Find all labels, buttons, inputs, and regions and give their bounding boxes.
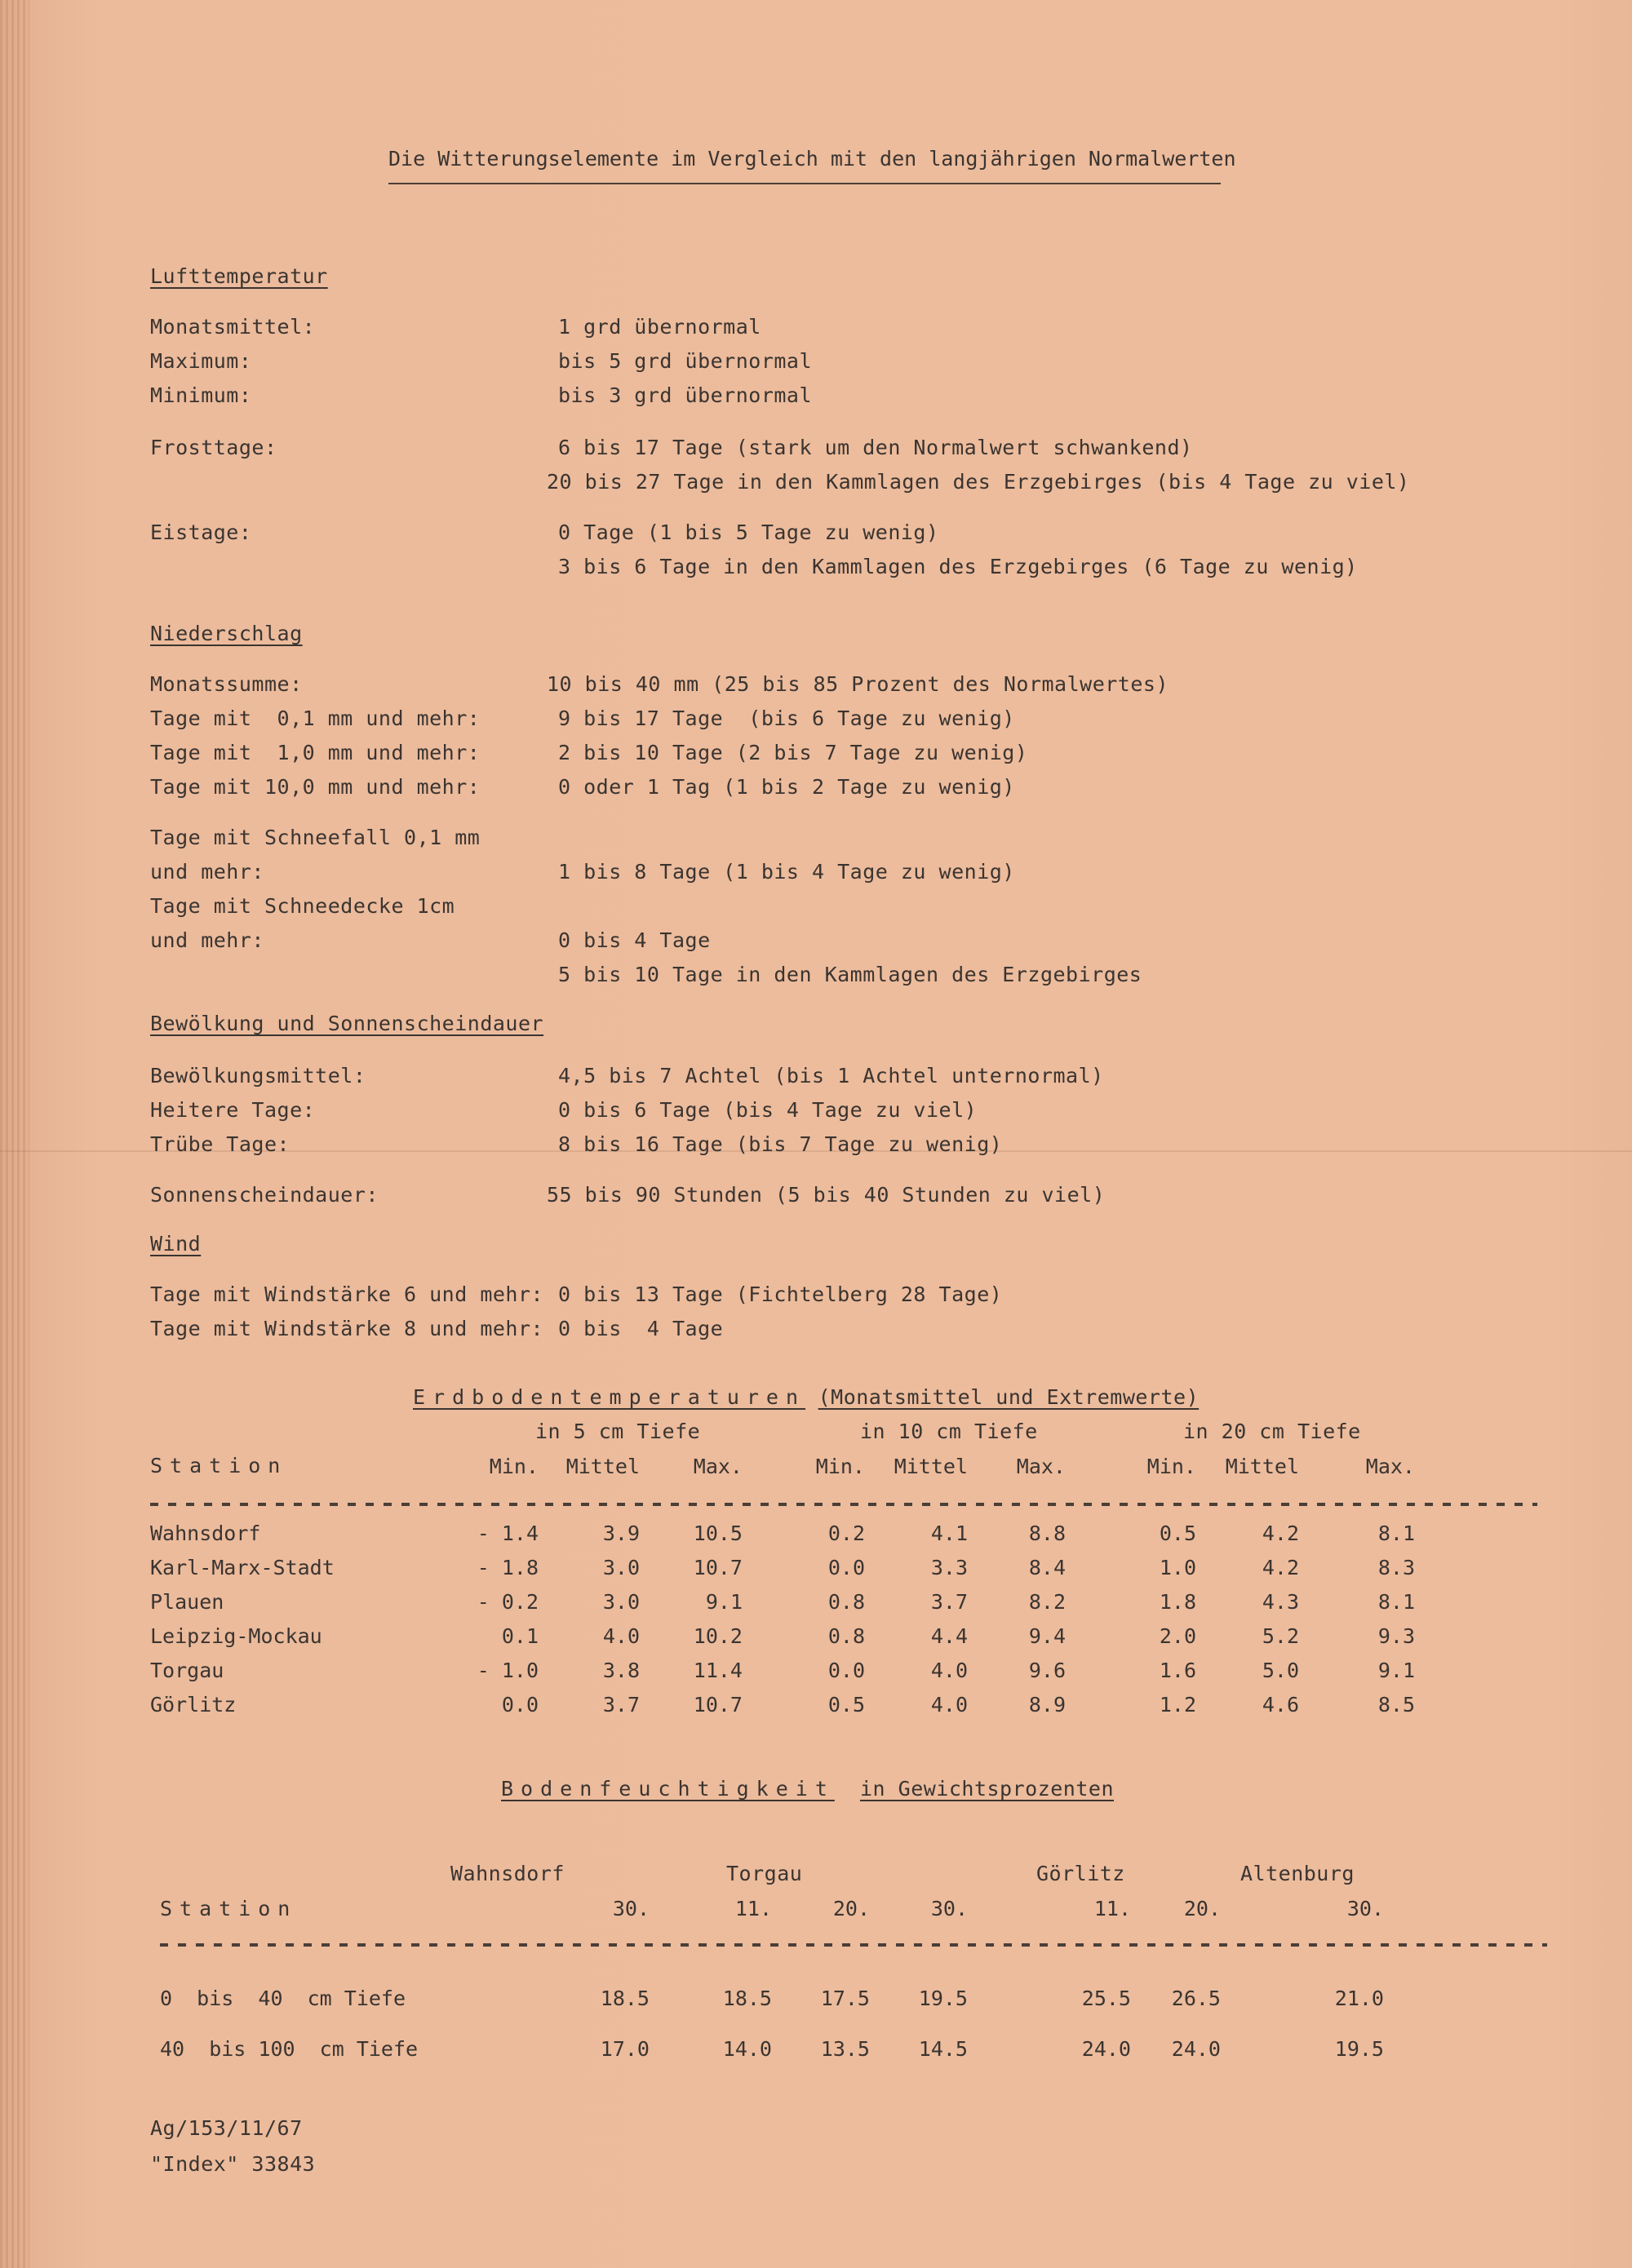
table-row <box>150 1619 1415 1653</box>
moist-station-header: Station <box>160 1896 298 1920</box>
cell: 17.5 <box>820 1986 870 2010</box>
station-name: Görlitz <box>150 1692 237 1717</box>
cell: 4.6 <box>1262 1692 1299 1717</box>
row-label: Monatsmittel: <box>150 315 316 339</box>
row-value: 0 bis 6 Tage (bis 4 Tage zu viel) <box>558 1098 978 1122</box>
soil-moist-header-table <box>160 1891 1384 1925</box>
cell: 18.5 <box>722 1986 772 2010</box>
depth-label: 0 bis 40 cm Tiefe <box>160 1986 406 2010</box>
row-value: 6 bis 17 Tage (stark um den Normalwert schwankend) <box>558 436 1193 459</box>
cell: 8.8 <box>1028 1521 1066 1545</box>
moist-date: 30. <box>612 1896 650 1920</box>
moist-date: 30. <box>1346 1896 1384 1920</box>
heading-wind: Wind <box>150 1232 202 1256</box>
cell: 24.0 <box>1171 2036 1221 2061</box>
soil-temp-rows <box>150 1516 1415 1721</box>
cell: 9.1 <box>1377 1658 1415 1682</box>
row-value: 0 Tage (1 bis 5 Tage zu wenig) <box>558 520 939 544</box>
cell: 10.5 <box>693 1521 743 1545</box>
cell: 5.0 <box>1262 1658 1299 1682</box>
row-label-cont: und mehr: <box>150 860 264 884</box>
soil-temp-table <box>150 1449 1415 1483</box>
moist-station: Torgau <box>726 1862 803 1885</box>
cell: 8.2 <box>1028 1589 1066 1614</box>
cell: 0.8 <box>827 1589 865 1614</box>
stacked-page-edges <box>0 0 29 2268</box>
row-value: 1 bis 8 Tage (1 bis 4 Tage zu wenig) <box>558 860 1015 884</box>
table-row <box>150 1550 1415 1584</box>
table-row <box>150 1687 1415 1721</box>
row-value: 0 bis 4 Tage <box>558 928 711 952</box>
row-value: 55 bis 90 Stunden (5 bis 40 Stunden zu viel) <box>547 1183 1106 1207</box>
row-value: 10 bis 40 mm (25 bis 85 Prozent des Normalwertes) <box>547 672 1169 696</box>
page-title: Die Witterungselemente im Vergleich mit den langjährigen Normalwerten <box>388 147 1236 171</box>
depth-header: in 20 cm Tiefe <box>1183 1420 1361 1443</box>
depth-header: in 10 cm Tiefe <box>860 1420 1038 1443</box>
station-name: Wahnsdorf <box>150 1521 261 1545</box>
heading-lufttemperatur: Lufttemperatur <box>150 264 328 288</box>
cell: 5.2 <box>1262 1623 1299 1648</box>
row-value: 8 bis 16 Tage (bis 7 Tage zu wenig) <box>558 1132 1003 1156</box>
cell: 1.6 <box>1159 1658 1196 1682</box>
cell: 3.0 <box>602 1589 640 1614</box>
cell: 9.4 <box>1028 1623 1066 1648</box>
cell: 3.7 <box>602 1692 640 1717</box>
row-value: 9 bis 17 Tage (bis 6 Tage zu wenig) <box>558 707 1015 730</box>
cell: 26.5 <box>1171 1986 1221 2010</box>
cell: - 0.2 <box>477 1589 539 1614</box>
cell: 8.1 <box>1377 1589 1415 1614</box>
cell: 4.0 <box>930 1658 968 1682</box>
cell: 14.5 <box>918 2036 968 2061</box>
row-label: Bewölkungsmittel: <box>150 1064 366 1087</box>
depth-label: 40 bis 100 cm Tiefe <box>160 2036 419 2061</box>
moist-station: Wahnsdorf <box>450 1862 565 1885</box>
index-number: "Index" 33843 <box>150 2152 316 2176</box>
soil-temp-subheader-row <box>150 1449 1415 1483</box>
cell: 24.0 <box>1081 2036 1131 2061</box>
cell: 4.1 <box>930 1521 968 1545</box>
cell: 4.0 <box>930 1692 968 1717</box>
row-value: 0 oder 1 Tag (1 bis 2 Tage zu wenig) <box>558 775 1015 799</box>
cell: 17.0 <box>600 2036 650 2061</box>
cell: - 1.8 <box>477 1555 539 1579</box>
dashed-rule <box>160 1943 1547 1947</box>
heading-niederschlag: Niederschlag <box>150 622 303 645</box>
min-header: Min. <box>489 1454 539 1478</box>
row-label: Sonnenscheindauer: <box>150 1183 379 1207</box>
cell: 1.0 <box>1159 1555 1196 1579</box>
cell: 9.6 <box>1028 1658 1066 1682</box>
cell: 9.1 <box>705 1589 743 1614</box>
row-label: Eistage: <box>150 520 252 544</box>
row-value: bis 3 grd übernormal <box>558 383 813 407</box>
table-row <box>150 1653 1415 1687</box>
cell: 3.7 <box>930 1589 968 1614</box>
cell: 0.5 <box>1159 1521 1196 1545</box>
cell: 19.5 <box>1334 2036 1384 2061</box>
max-header: Max. <box>1016 1454 1066 1478</box>
cell: 0.5 <box>827 1692 865 1717</box>
cell: 4.2 <box>1262 1555 1299 1579</box>
cell: 19.5 <box>918 1986 968 2010</box>
cell: 9.3 <box>1377 1623 1415 1648</box>
heading-bewoelkung: Bewölkung und Sonnenscheindauer <box>150 1012 544 1035</box>
max-header: Max. <box>1365 1454 1415 1478</box>
cell: 3.0 <box>602 1555 640 1579</box>
row-label: Tage mit Windstärke 6 und mehr: <box>150 1282 544 1306</box>
row-label: Monatssumme: <box>150 672 303 696</box>
row-label: Frosttage: <box>150 436 277 459</box>
row-label: Tage mit Windstärke 8 und mehr: <box>150 1317 544 1340</box>
soil-temp-title <box>413 1385 1199 1410</box>
mittel-header: Mittel <box>894 1454 968 1478</box>
reference-number: Ag/153/11/67 <box>150 2116 303 2140</box>
station-name: Karl-Marx-Stadt <box>150 1555 335 1579</box>
row-label: Heitere Tage: <box>150 1098 316 1122</box>
cell: - 1.0 <box>477 1658 539 1682</box>
station-name: Leipzig-Mockau <box>150 1623 322 1648</box>
cell: 13.5 <box>820 2036 870 2061</box>
mittel-header: Mittel <box>565 1454 640 1478</box>
cell: 18.5 <box>600 1986 650 2010</box>
cell: 4.4 <box>930 1623 968 1648</box>
cell: 4.0 <box>602 1623 640 1648</box>
row-label: Maximum: <box>150 349 252 373</box>
row-value: 0 bis 13 Tage (Fichtelberg 28 Tage) <box>558 1282 1003 1306</box>
station-name: Plauen <box>150 1589 224 1614</box>
row-value: bis 5 grd übernormal <box>558 349 813 373</box>
cell: 8.4 <box>1028 1555 1066 1579</box>
cell: 8.1 <box>1377 1521 1415 1545</box>
moist-date-row <box>160 1891 1384 1925</box>
row-value: 3 bis 6 Tage in den Kammlagen des Erzgebirges (6 Tage zu wenig) <box>558 555 1358 578</box>
moist-date: 20. <box>1183 1896 1221 1920</box>
cell: 8.9 <box>1028 1692 1066 1717</box>
cell: 21.0 <box>1334 1986 1384 2010</box>
cell: - 1.4 <box>477 1521 539 1545</box>
dashed-rule <box>150 1503 1537 1506</box>
cell: 14.0 <box>722 2036 772 2061</box>
soil-moist-title <box>501 1777 1114 1801</box>
row-value: 5 bis 10 Tage in den Kammlagen des Erzgebirges <box>558 963 1142 986</box>
cell: 0.0 <box>501 1692 539 1717</box>
row-label: Tage mit Schneefall 0,1 mm <box>150 826 481 849</box>
moist-date: 20. <box>832 1896 870 1920</box>
cell: 0.0 <box>827 1555 865 1579</box>
cell: 4.2 <box>1262 1521 1299 1545</box>
row-value: 20 bis 27 Tage in den Kammlagen des Erzgebirges (bis 4 Tage zu viel) <box>547 470 1410 494</box>
station-header: Station <box>150 1454 288 1477</box>
cell: 0.2 <box>827 1521 865 1545</box>
row-value: 1 grd übernormal <box>558 315 761 339</box>
row-value: 4,5 bis 7 Achtel (bis 1 Achtel unternormal) <box>558 1064 1104 1087</box>
cell: 1.2 <box>1159 1692 1196 1717</box>
soil-moist-title-spaced: Bodenfeuchtigkeit <box>501 1777 835 1801</box>
soil-temp-title-rest: (Monatsmittel und Extremwerte) <box>818 1385 1200 1409</box>
cell: 8.5 <box>1377 1692 1415 1717</box>
moist-date: 30. <box>930 1896 968 1920</box>
title-underline <box>388 183 1221 184</box>
row-label: Minimum: <box>150 383 252 407</box>
cell: 25.5 <box>1081 1986 1131 2010</box>
row-label-cont: und mehr: <box>150 928 264 952</box>
soil-moist-table <box>160 1973 1384 2074</box>
soil-temp-title-spaced: Erdbodentemperaturen <box>413 1385 806 1409</box>
mittel-header: Mittel <box>1225 1454 1299 1478</box>
cell: 0.0 <box>827 1658 865 1682</box>
cell: 10.7 <box>693 1555 743 1579</box>
depth-header: in 5 cm Tiefe <box>535 1420 701 1443</box>
cell: 4.3 <box>1262 1589 1299 1614</box>
moist-station: Görlitz <box>1036 1862 1125 1885</box>
max-header: Max. <box>693 1454 743 1478</box>
moist-date: 11. <box>1093 1896 1131 1920</box>
moist-date: 11. <box>734 1896 772 1920</box>
table-row <box>150 1516 1415 1550</box>
cell: 11.4 <box>693 1658 743 1682</box>
cell: 10.2 <box>693 1623 743 1648</box>
cell: 10.7 <box>693 1692 743 1717</box>
table-row <box>150 1584 1415 1619</box>
table-row <box>160 2023 1384 2074</box>
row-value: 0 bis 4 Tage <box>558 1317 724 1340</box>
table-row <box>160 1973 1384 2023</box>
cell: 2.0 <box>1159 1623 1196 1648</box>
cell: 3.9 <box>602 1521 640 1545</box>
row-label: Tage mit 1,0 mm und mehr: <box>150 741 481 764</box>
cell: 1.8 <box>1159 1589 1196 1614</box>
min-header: Min. <box>815 1454 865 1478</box>
cell: 0.1 <box>501 1623 539 1648</box>
min-header: Min. <box>1146 1454 1196 1478</box>
row-label: Tage mit 0,1 mm und mehr: <box>150 707 481 730</box>
cell: 3.3 <box>930 1555 968 1579</box>
row-label: Trübe Tage: <box>150 1132 290 1156</box>
cell: 8.3 <box>1377 1555 1415 1579</box>
soil-temp-data-table <box>150 1516 1415 1721</box>
row-label: Tage mit 10,0 mm und mehr: <box>150 775 481 799</box>
soil-moist-title-rest: in Gewichtsprozenten <box>859 1777 1115 1801</box>
cell: 0.8 <box>827 1623 865 1648</box>
moist-station: Altenburg <box>1240 1862 1355 1885</box>
row-label: Tage mit Schneedecke 1cm <box>150 894 455 918</box>
cell: 3.8 <box>602 1658 640 1682</box>
row-value: 2 bis 10 Tage (2 bis 7 Tage zu wenig) <box>558 741 1028 764</box>
station-name: Torgau <box>150 1658 224 1682</box>
